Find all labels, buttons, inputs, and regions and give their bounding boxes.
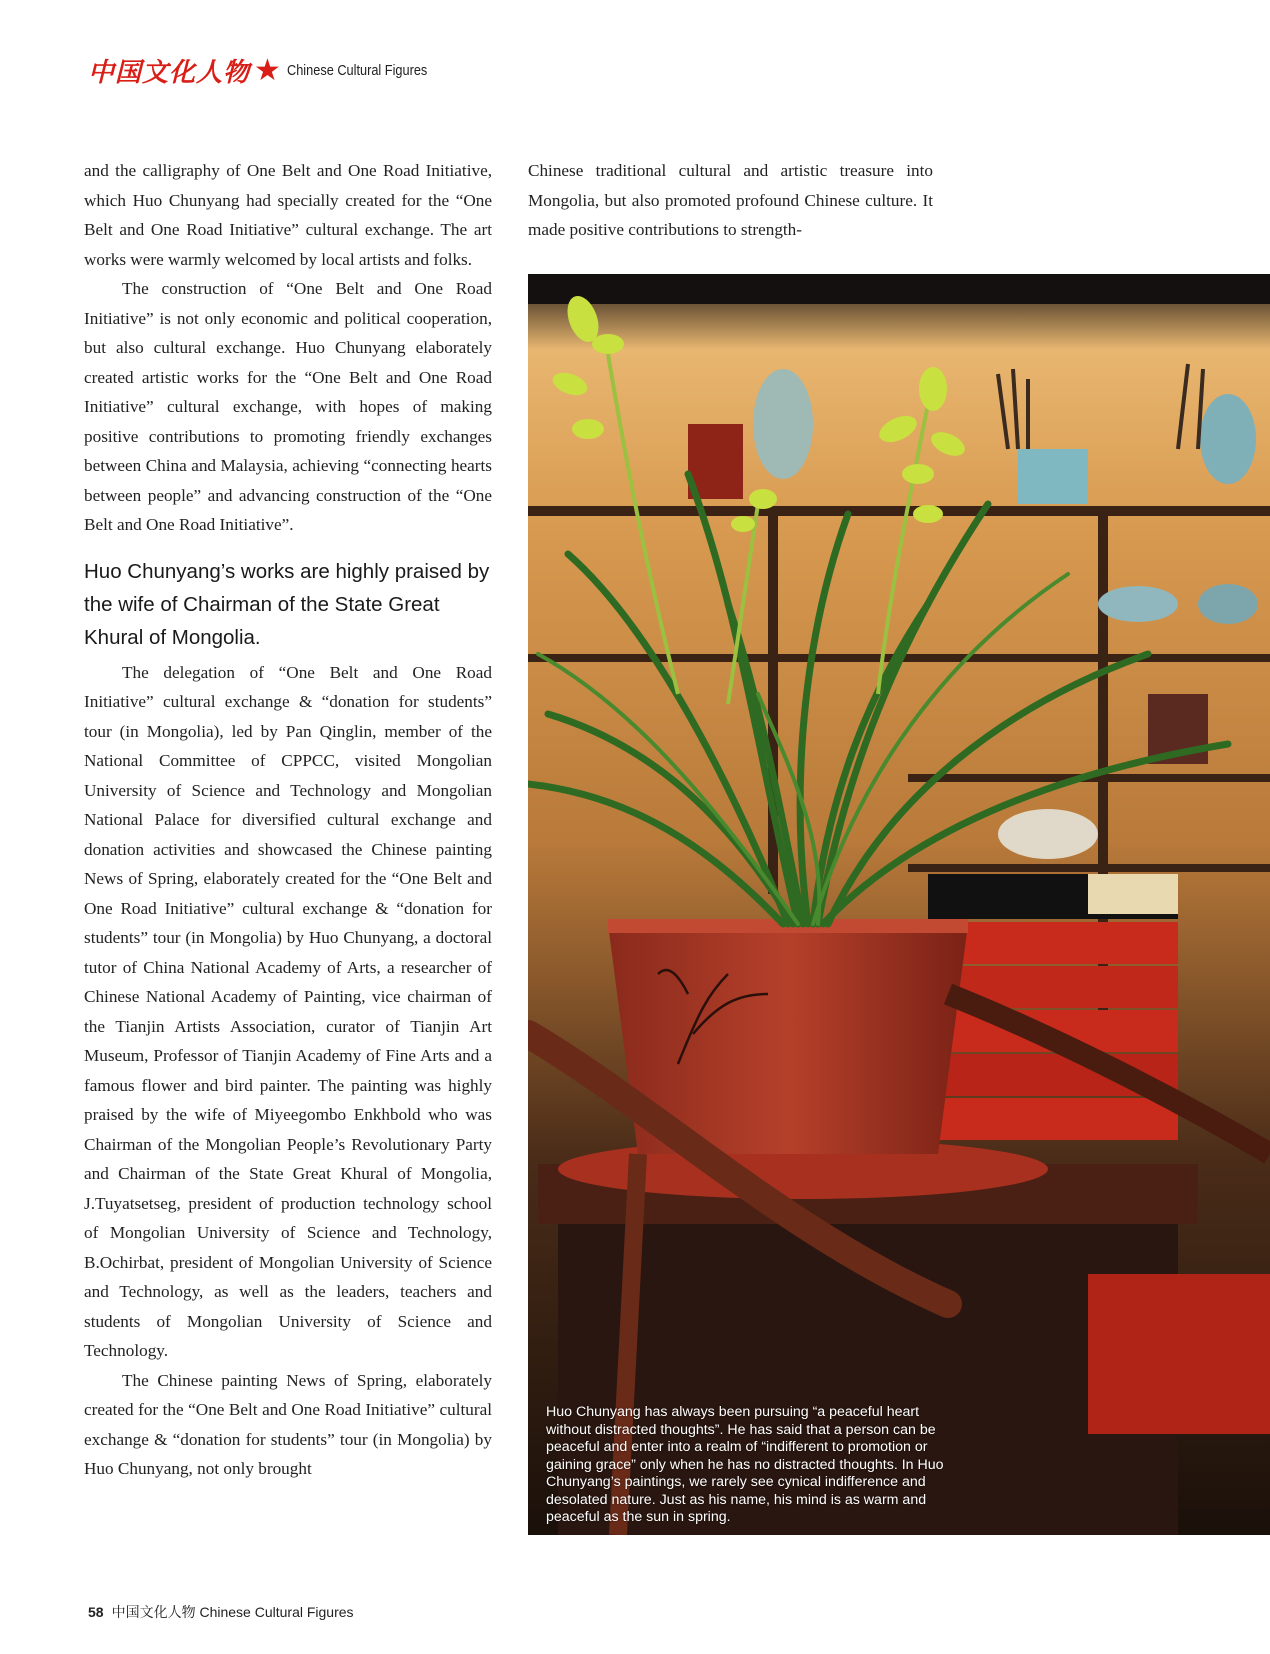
page-footer [88, 1602, 354, 1622]
left-column [84, 156, 492, 1484]
page-number: 58 [88, 1604, 104, 1620]
paragraph: The construction of “One Belt and One Road Initiative” is not only economic and political cooperation, but also cultural exchange. Huo Chunyang elaborately created artistic works for the “One Belt and One Road Initiative” cultural exchange, with hopes of making positive contributions to promoting friendly exchanges between China and Malaysia, achieving “connecting hearts between people” and advancing construction of the “One Belt and One Road Initiative”. [84, 279, 492, 534]
orchid-photo-illustration [528, 274, 1270, 1535]
footer-title: 中国文化人物 Chinese Cultural Figures [111, 1604, 354, 1620]
right-column [528, 156, 933, 245]
photo-caption: Huo Chunyang has always been pursuing “a peaceful heart without distracted thoughts”. He has said that a person can be peaceful and enter into a realm of “indifferent to promotion or gaining grace” only when he has no distracted thoughts. In Huo Chunyang’s paintings, we rarely see cynical indifference and desolated nature. Just as his name, his mind is as warm and peaceful as the sun in spring. [546, 1404, 944, 1525]
masthead [88, 52, 452, 89]
orchid-photo [528, 274, 1270, 1535]
paragraph: Chinese traditional cultural and artistic treasure into Mongolia, but also promoted profound Chinese culture. It made positive contributions to strength- [528, 161, 933, 239]
red-star-icon: ★ [254, 53, 281, 87]
paragraph: and the calligraphy of One Belt and One Road Initiative, which Huo Chunyang had specially created for the “One Belt and One Road Initiative” cultural exchange. The art works were warmly welcomed by local artists and folks. [84, 161, 492, 269]
paragraph: The delegation of “One Belt and One Road Initiative” cultural exchange & “donation for students” tour (in Mongolia), led by Pan Qinglin, member of the National Committee of CPPCC, visited Mongolian University of Science and Technology and Mongolian National Palace for diversified cultural exchange and donation activities and showcased the Chinese painting News of Spring, elaborately created for the “One Belt and One Road Initiative” cultural exchange & “donation for students” tour (in Mongolia) by Huo Chunyang, a doctoral tutor of China National Academy of Arts, a researcher of Chinese National Academy of Painting, vice chairman of the Tianjin Artists Association, curator of Tianjin Art Museum, Professor of Tianjin Academy of Fine Arts and a famous flower and bird painter. The painting was highly praised by the wife of Miyeegombo Enkhbold who was Chairman of the Mongolian People’s Revolutionary Party and Chairman of the State Great Khural of Mongolia, J.Tuyatsetseg, president of production technology school of Mongolian University of Science and Technology, B.Ochirbat, president of Mongolian University of Science and Technology, as well as the leaders, teachers and students of Mongolian University of Science and Technology. [84, 662, 492, 1360]
masthead-title-en: Chinese Cultural Figures [286, 62, 428, 79]
section-subheading: Huo Chunyang’s works are highly praised by the wife of Chairman of the State Great Khural of Mongolia. [84, 559, 490, 649]
paragraph: The Chinese painting News of Spring, elaborately created for the “One Belt and One Road Initiative” cultural exchange & “donation for students” tour (in Mongolia) by Huo Chunyang, not only brought [84, 1370, 492, 1478]
masthead-title-cn: 中国文化人物 [88, 58, 251, 88]
